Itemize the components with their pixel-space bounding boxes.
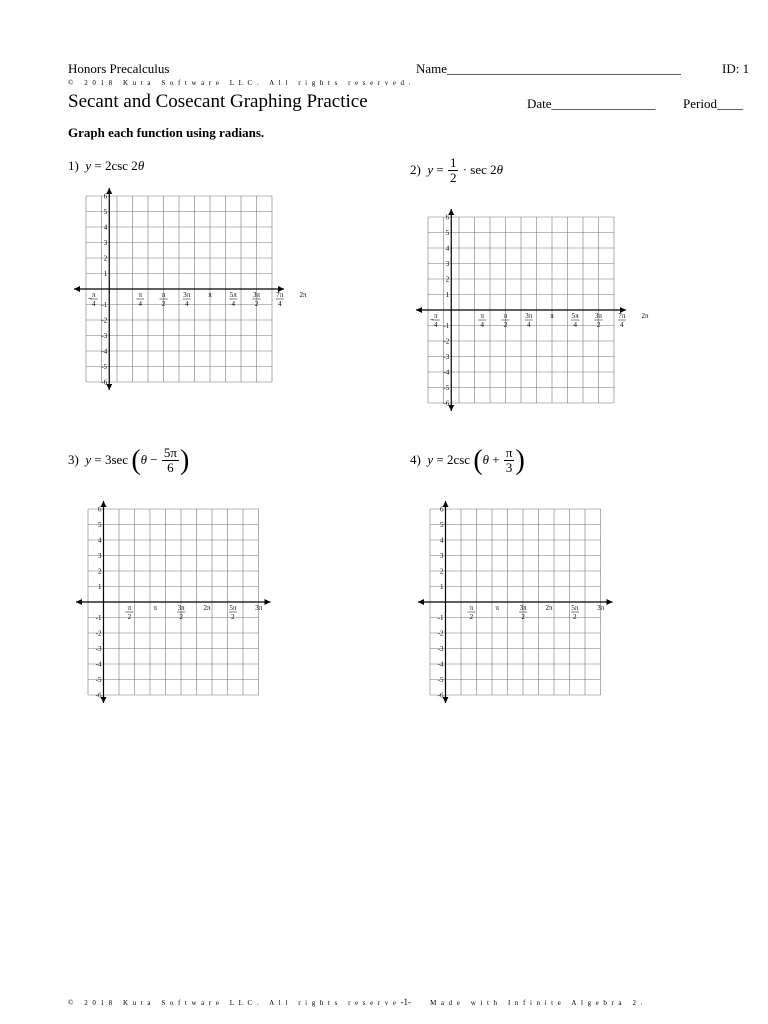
x-tick-label: π (433, 312, 438, 320)
y-tick-label: -4 (437, 660, 444, 669)
problem-1 (68, 158, 144, 174)
fraction: $\frac{5\pi}{6}$ (163, 445, 177, 476)
lhs: y (85, 451, 92, 467)
y-tick-label: 2 (103, 254, 108, 263)
x-tick-label: 3π (597, 604, 605, 612)
x-tick-label: 4 (92, 300, 96, 308)
problem-number: 4) (410, 451, 421, 467)
y-tick-label: 4 (440, 536, 444, 545)
y-tick-label: -1 (443, 322, 450, 330)
y-tick-label: -5 (443, 384, 450, 392)
y-tick-label: 3 (103, 239, 108, 247)
x-tick-label: 2 (521, 613, 525, 621)
lhs: y (427, 451, 434, 467)
equation: = 2csc 2 (91, 158, 138, 173)
y-tick-label: 4 (103, 223, 108, 232)
x-tick-label: 4 (278, 300, 282, 308)
x-tick-label: 2 (161, 300, 166, 308)
graph-grid-2[interactable] (413, 207, 649, 413)
x-tick-label: 2 (503, 321, 508, 329)
problem-number: 1) (68, 158, 79, 173)
x-tick-label: π (91, 291, 96, 299)
course-name: Honors Precalculus (68, 61, 170, 76)
x-tick-label: 4 (138, 300, 142, 308)
copyright-line: © 2018 Kuta Software LLC. All rights reserved. (68, 79, 415, 87)
graph-grid-3[interactable] (73, 499, 274, 705)
y-tick-label: 3 (445, 260, 450, 268)
problem-number: 3) (68, 451, 79, 467)
x-tick-label: 4 (231, 300, 235, 308)
x-tick-label: π (161, 291, 166, 299)
y-tick-label: 5 (440, 521, 444, 529)
equation: = 3sec (91, 451, 132, 467)
x-axis-arrow (418, 599, 424, 605)
instructions: Graph each function using radians. (68, 125, 265, 140)
problem-number: 2) (410, 161, 421, 177)
name-field: Name____________________________________ (416, 61, 682, 76)
y-tick-label: -6 (443, 399, 450, 408)
x-tick-label: 2π (545, 604, 553, 612)
x-tick-label: 4 (480, 321, 484, 329)
x-tick-label: 4 (620, 321, 624, 329)
equation: = (433, 161, 447, 177)
x-tick-label: 3π (183, 291, 191, 299)
y-tick-label: -3 (95, 645, 102, 653)
x-tick-label: 4 (185, 300, 189, 308)
x-tick-label: π (208, 291, 212, 299)
period-field: Period____ (683, 96, 743, 111)
y-tick-label: -5 (101, 363, 108, 371)
y-tick-label: -5 (437, 676, 444, 684)
y-tick-label: -3 (101, 332, 108, 340)
x-tick-label: – (88, 294, 92, 302)
y-tick-label: 4 (445, 244, 450, 253)
x-axis-arrow (607, 599, 613, 605)
y-tick-label: -2 (443, 337, 450, 346)
x-tick-label: 2 (179, 613, 183, 621)
y-tick-label: -3 (443, 353, 450, 361)
y-tick-label: 1 (445, 291, 450, 299)
footer (68, 997, 647, 1007)
worksheet-title: Secant and Cosecant Graphing Practice (68, 91, 368, 112)
id-label: ID: 1 (722, 61, 750, 76)
y-tick-label: -4 (101, 347, 108, 356)
y-tick-label: 5 (98, 521, 102, 529)
equation-rest: · sec 2 (459, 161, 497, 177)
y-tick-label: -1 (101, 301, 108, 309)
y-tick-label: 1 (98, 583, 102, 591)
x-tick-label: 4 (434, 321, 438, 329)
x-tick-label: 7π (618, 312, 626, 320)
problem-4: 4) y = 2csc (θ + $\frac{\pi}{3}$ ) (410, 444, 525, 476)
variable: θ (496, 161, 504, 177)
x-axis-arrow (76, 599, 82, 605)
x-tick-label: π (550, 312, 554, 320)
fraction: $\frac{\pi}{3}$ (505, 445, 513, 476)
y-tick-label: 3 (98, 552, 102, 560)
x-tick-label: 4 (527, 321, 531, 329)
y-tick-label: 5 (445, 229, 450, 237)
variable: θ (482, 451, 490, 467)
x-tick-label: 2π (203, 604, 211, 612)
equation: = 2csc (433, 451, 474, 467)
lhs: y (85, 158, 92, 173)
y-tick-label: -1 (437, 614, 444, 622)
x-tick-label: 2 (596, 321, 601, 329)
x-tick-label: 2π (641, 312, 649, 320)
y-tick-label: 2 (98, 567, 102, 576)
y-tick-label: -6 (95, 691, 102, 700)
x-tick-label: π (127, 604, 132, 612)
made-with: Made with Infinite Algebra 2. (430, 999, 647, 1007)
problem-2 (410, 156, 503, 186)
x-tick-label: π (503, 312, 508, 320)
date-field: Date________________ (527, 96, 656, 111)
y-tick-label: 3 (440, 552, 444, 560)
y-tick-label: 6 (103, 192, 108, 201)
y-tick-label: 4 (98, 536, 102, 545)
page-number: -1- (400, 997, 412, 1007)
x-tick-label: 5π (571, 604, 579, 612)
y-tick-label: -2 (95, 629, 102, 638)
y-tick-label: -4 (95, 660, 102, 669)
y-tick-label: 6 (445, 213, 450, 222)
variable: θ (137, 158, 145, 173)
x-tick-label: π (480, 312, 485, 320)
variable: θ (140, 451, 148, 467)
y-tick-label: 5 (103, 208, 108, 216)
y-tick-label: -2 (437, 629, 444, 638)
y-tick-label: -6 (101, 378, 108, 387)
y-tick-label: 2 (440, 567, 444, 576)
x-axis-arrow (74, 286, 80, 292)
x-tick-label: 3π (594, 312, 603, 320)
x-axis-arrow (416, 307, 422, 313)
lhs: y (427, 161, 434, 177)
graph-grid-4[interactable] (415, 499, 616, 705)
y-tick-label: 1 (440, 583, 444, 591)
x-tick-label: 2 (469, 613, 474, 621)
x-tick-label: 3π (525, 312, 533, 320)
y-tick-label: -5 (95, 676, 102, 684)
x-tick-label: 2π (299, 291, 307, 299)
x-tick-label: π (153, 604, 158, 612)
y-tick-label: -1 (95, 614, 102, 622)
x-tick-label: 2 (231, 613, 235, 621)
y-tick-label: 6 (440, 505, 444, 514)
x-tick-label: – (430, 315, 434, 323)
x-tick-label: 4 (573, 321, 577, 329)
x-axis-arrow (265, 599, 271, 605)
fraction: $\frac{1}{2}$ (449, 155, 457, 186)
y-tick-label: -3 (437, 645, 444, 653)
x-tick-label: 5π (229, 604, 237, 612)
x-tick-label: 5π (571, 312, 579, 320)
x-tick-label: 3π (255, 604, 263, 612)
x-tick-label: 3π (252, 291, 261, 299)
footer-copyright: © 2018 Kuta Software LLC. All rights reserve (68, 999, 401, 1007)
y-tick-label: -6 (437, 691, 444, 700)
x-tick-label: 3π (177, 604, 185, 612)
y-tick-label: -2 (101, 316, 108, 325)
x-tick-label: 2 (127, 613, 132, 621)
x-tick-label: 5π (229, 291, 237, 299)
operator: − (147, 451, 161, 467)
x-tick-label: π (495, 604, 500, 612)
y-tick-label: 6 (98, 505, 102, 514)
x-tick-label: 2 (254, 300, 259, 308)
y-tick-label: 2 (445, 275, 450, 284)
x-tick-label: 3π (519, 604, 527, 612)
x-tick-label: 2 (573, 613, 577, 621)
y-tick-label: 1 (103, 270, 108, 278)
x-tick-label: π (138, 291, 143, 299)
operator: + (489, 451, 503, 467)
x-tick-label: 7π (276, 291, 284, 299)
x-tick-label: π (469, 604, 474, 612)
problem-3: 3) y = 3sec (θ − $\frac{5\pi}{6}$ ) (68, 444, 190, 476)
graph-grid-1[interactable] (71, 186, 307, 392)
y-tick-label: -4 (443, 368, 450, 377)
